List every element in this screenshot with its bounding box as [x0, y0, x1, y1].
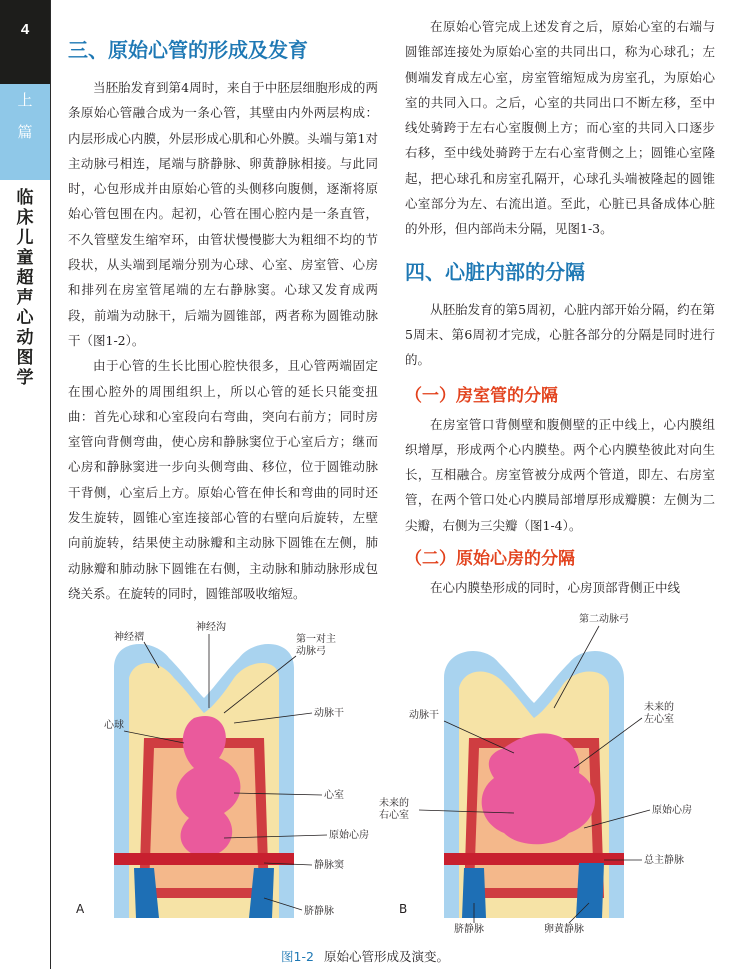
section-heading: 四、心脏内部的分隔: [405, 259, 585, 284]
book-title-char: 临: [16, 188, 34, 208]
paragraph: 在原始心管完成上述发育之后，原始心室的右端与圆锥部连接处为原始心室的共同出口，称为心球孔；左侧端发育成左心室，房室管缩短成为房室孔，为原始心室的共同入口。之后，心室的共同出口不断左移，至中线处骑跨于左右心室腹侧上方；而心室的共同入口逐步右移，至中线处骑跨于左右心室背侧之上；圆锥心室隆起，把心球孔和房室孔隔开，心球孔头端被隆起的圆锥心室部分为左、右流出道。至此，心脏已具备成体心脏的外形，但内部尚未分隔，见图1-3。: [405, 19, 715, 237]
fig-label: 心室: [324, 790, 344, 801]
fig-label: 第二动脉弓: [579, 614, 629, 625]
fig-label: 脐静脉: [454, 924, 484, 935]
fig-label: 动脉弓: [296, 646, 326, 657]
fig-label: 静脉窦: [314, 860, 344, 871]
paragraph: 从胚胎发育的第5周初，心脏内部开始分隔，约在第5周末、第6周初才完成，心脏各部分的分隔是同时进行的。: [405, 301, 715, 368]
figure-illustration: [74, 598, 714, 938]
sidebar-divider: [50, 0, 51, 969]
sidebar: [0, 0, 50, 969]
fig-label: 原始心房: [329, 830, 369, 841]
fig-label: 心球: [104, 720, 124, 731]
part-char: 篇: [17, 123, 33, 141]
book-title-char: 声: [16, 288, 34, 308]
paragraph: 当胚胎发育到第4周时，来自于中胚层细胞形成的两条原始心管融合成为一条心管，其壁由内外两层构成：内层形成心内膜，外层形成心肌和心外膜。头端与第1对主动脉弓相连，尾端与脐静脉、卵黄静脉相接。与此同时，心包形成并由原始心管的头侧移向腹侧，逐渐将原始心管包围在内。起初，心管在围心腔内是一条直管，不久管壁发生缩窄环，由管状慢慢膨大为粗细不均的节段状，从头端到尾端分别为心球、心室、房室管、心房和排列在房室管尾端的左右静脉窦。心球又发育成两段，前端为动脉干，后端为圆锥部，两者称为圆锥动脉干（图1-2）。: [68, 80, 378, 348]
paragraph: 在房室管口背侧壁和腹侧壁的正中线上，心内膜组织增厚，形成两个心内膜垫。两个心内膜垫彼此对向生长，互相融合。房室管被分成两个管道，即左、右房室管，在两个管口处心内膜局部增厚形成瓣膜：左侧为二尖瓣，右侧为三尖瓣（图1-4）。: [405, 416, 715, 533]
part-char: 上: [17, 91, 33, 109]
fig-label: 总主静脉: [644, 855, 684, 866]
book-title-char: 儿: [16, 228, 34, 248]
panel-a: [76, 620, 369, 918]
fig-label: 左心室: [644, 714, 674, 725]
page-number: 4: [0, 0, 50, 84]
book-title-char: 动: [16, 328, 34, 348]
fig-label: 神经沟: [196, 622, 226, 633]
fig-label: 未来的: [379, 798, 409, 809]
book-title-char: 心: [16, 308, 34, 328]
fig-label: 卵黄静脉: [544, 924, 584, 935]
subsection-heading: （二）原始心房的分隔: [405, 549, 575, 570]
panel-letter: A: [76, 902, 85, 916]
paragraph: 在心内膜垫形成的同时，心房顶部背侧正中线: [430, 580, 681, 596]
book-title: [0, 188, 50, 388]
panel-b: [379, 612, 692, 935]
paragraph: 由于心管的生长比围心腔快很多，且心管两端固定在围心腔外的周围组织上，所以心管的延长只能变扭曲：首先心球和心室段向右弯曲，突向右前方；同时房室管向背侧弯曲，使心房和静脉窦位于心室后方；继而心房和静脉窦进一步向头侧弯曲、移位，位于圆锥动脉干背侧，心室后上方。原始心管在伸长和弯曲的同时还发生旋转，圆锥心室连接部心管的右壁向后旋转，左壁向前旋转，结果使主动脉瓣和主动脉下圆锥在左侧，肺动脉瓣和肺动脉下圆锥在右侧，主动脉和肺动脉形成包绕关系。在旋转的同时，圆锥部吸收缩短。: [68, 358, 378, 601]
left-column: [68, 34, 378, 606]
fig-label: 第一对主: [296, 634, 336, 645]
fig-label: 动脉干: [409, 710, 439, 721]
book-title-char: 童: [16, 248, 34, 268]
book-title-char: 超: [16, 268, 34, 288]
section-heading: 三、原始心管的形成及发育: [68, 38, 308, 62]
figure-caption: [0, 947, 730, 965]
fig-label: 未来的: [644, 702, 674, 713]
panel-letter: B: [399, 902, 408, 916]
fig-label: 动脉干: [314, 708, 344, 719]
book-title-char: 图: [16, 348, 34, 368]
subsection-heading: （一）房室管的分隔: [405, 385, 558, 406]
book-title-char: 学: [16, 368, 34, 388]
fig-label: 神经褶: [114, 632, 144, 643]
right-column: [405, 14, 715, 600]
figure-number: 图1-2: [281, 949, 314, 964]
fig-label: 右心室: [379, 810, 409, 821]
vein-right: [576, 863, 604, 918]
book-title-char: 床: [16, 208, 34, 228]
part-label: [0, 84, 50, 180]
fig-label: 脐静脉: [304, 906, 334, 917]
fig-label: 原始心房: [652, 805, 692, 816]
caption-text: 原始心管形成及演变。: [323, 949, 449, 964]
